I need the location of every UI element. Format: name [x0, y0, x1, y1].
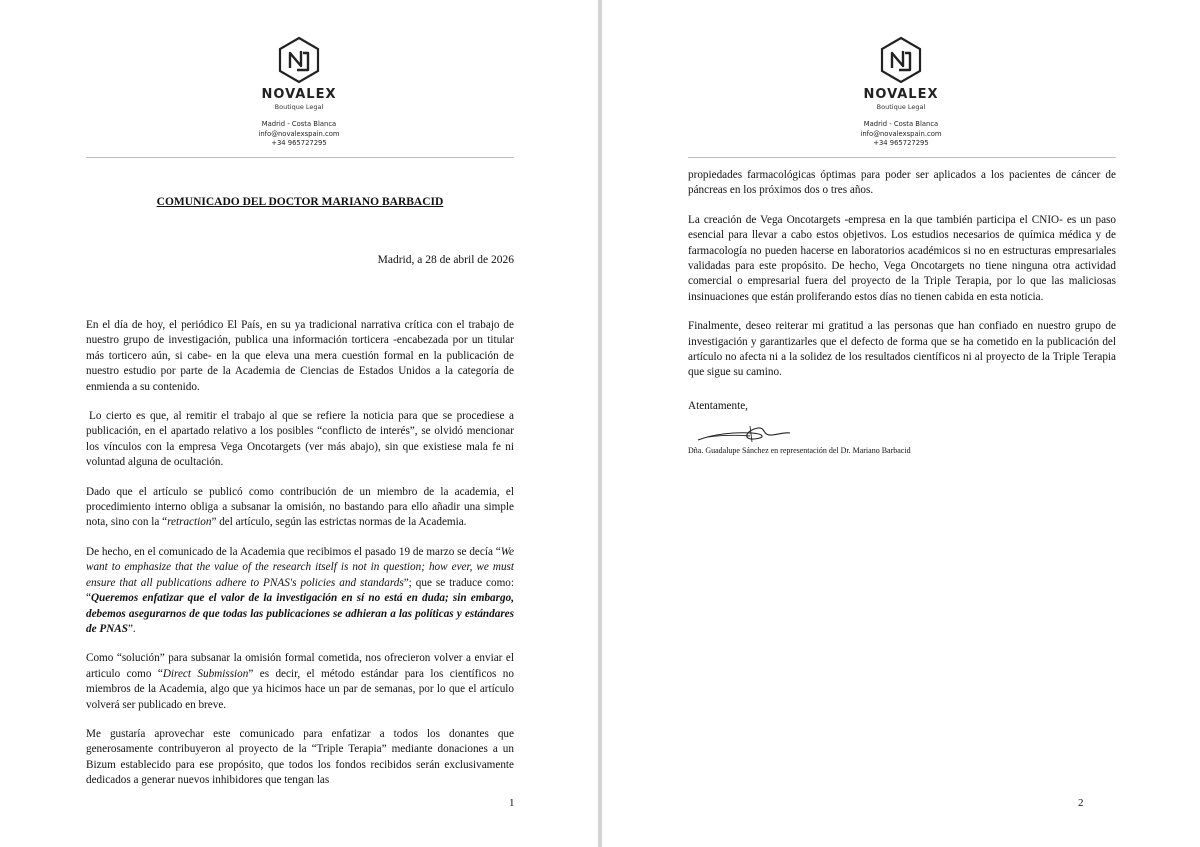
paragraph-1: En el día de hoy, el periódico El País, en su ya tradicional narrativa crítica con el trabajo de nuestro grupo de investigación, publica una información torticera -encabezada por un titular más torticero aún, si cabe- en la que eleva una mera cuestión formal en la publicación de nuestro estudio por parte de la Academia de Ciencias de Estados Unidos a la categoría de enmienda a su contenido. — [86, 319, 514, 393]
brand-tagline: Boutique Legal — [274, 103, 324, 111]
closing: Atentamente, — [688, 399, 748, 412]
novalex-logo-icon — [275, 36, 323, 84]
contact-location: Madrid - Costa Blanca — [863, 120, 939, 128]
letter-body-page-2 — [688, 168, 1116, 428]
contact-email: info@novalexspain.com — [258, 129, 340, 138]
paragraph-5: Como “solución” para subsanar la omisión formal cometida, nos ofrecieron volver a enviar el articulo como “Direct Submission” es decir, el método estándar para los científicos no miembros de la Academia, algo que ya hicimos hace un par de semanas, por lo que el artículo volverá ser publicado en breve. — [86, 652, 514, 711]
letterhead — [602, 36, 1200, 149]
brand-name: NOVALEX — [863, 87, 939, 102]
letter-page-2 — [602, 0, 1200, 847]
contact-phone: +34 965727295 — [271, 139, 327, 147]
contact-block — [0, 120, 598, 149]
letter-page-1 — [0, 0, 598, 847]
paragraph-2: La creación de Vega Oncotargets -empresa en la que también participa el CNIO- es un paso esencial para llevar a cabo estos objetivos. Los estudios necesarios de química médica y de farmacología no pueden hacerse en laboratorios académicos si no en estructuras empresariales validadas para este propósito. De hecho, Vega Oncotargets no tiene ninguna otra actividad comercial o empresarial fuera del proyecto de la Triple Terapia, por lo que las maliciosas insinuaciones que están proliferando estos días no tienen cabida en esta noticia. — [688, 213, 1116, 303]
paragraph-1: propiedades farmacológicas óptimas para poder ser aplicados a los pacientes de cáncer de páncreas en los próximos dos o tres años. — [688, 169, 1116, 197]
signature-caption: Dña. Guadalupe Sánchez en representación del Dr. Mariano Barbacid — [688, 446, 911, 455]
contact-phone: +34 965727295 — [873, 139, 929, 147]
paragraph-4: De hecho, en el comunicado de la Academia que recibimos el pasado 19 de marzo se decía “We want to emphasize that the value of the research itself is not in question; how ever, we must ensure that all publications adhere to PNAS's policies and standards”; que se traduce como: “Queremos enfatizar que el valor de la investigación en sí no está en duda; sin embargo, debemos asegurarnos de que todas las publicaciones se adhieran a las políticas y estándares de PNAS”. — [86, 545, 514, 635]
letter-body-page-1 — [86, 318, 514, 803]
header-divider — [86, 157, 514, 158]
brand-tagline: Boutique Legal — [876, 103, 926, 111]
contact-location: Madrid - Costa Blanca — [261, 120, 337, 128]
handwritten-signature — [694, 420, 794, 448]
brand-name: NOVALEX — [261, 87, 337, 102]
contact-block — [602, 120, 1200, 149]
paragraph-3: Finalmente, deseo reiterar mi gratitud a las personas que han confiado en nuestro grupo de investigación y garantizarles que el defecto de forma que se ha cometido en la publicación del artículo no afecta ni a la solidez de los resultados científicos ni al proyecto de la Triple Terapia que sigue su camino. — [688, 320, 1116, 379]
pnas-quote-english: We want to emphasize that the value of the research itself is not in question; how ever, we must ensure that all publications adhere to PNAS's policies and standards — [86, 545, 514, 589]
page-title: COMUNICADO DEL DOCTOR MARIANO BARBACID — [156, 196, 444, 208]
header-divider — [688, 157, 1116, 158]
letterhead — [0, 36, 598, 149]
contact-email: info@novalexspain.com — [860, 129, 942, 138]
letter-date: Madrid, a 28 de abril de 2026 — [377, 254, 514, 266]
novalex-logo-icon — [877, 36, 925, 84]
retraction-term: retraction — [167, 516, 212, 529]
pnas-quote-spanish: Queremos enfatizar que el valor de la investigación en sí no está en duda; sin embargo, debemos asegurarnos de que todas las publicaciones se adhieran a las políticas y estándares de PNAS — [86, 592, 514, 635]
page-number: 2 — [1078, 797, 1084, 809]
paragraph-6: Me gustaría aprovechar este comunicado para enfatizar a todos los donantes que generosamente contribuyeron al proyecto de la “Triple Terapia” mediante donaciones a un Bizum establecido para ese propósito, que todos los fondos recibidos serán exclusivamente dedicados a generar nuevos inhibidores que tengan las — [86, 727, 514, 787]
paragraph-3: Dado que el artículo se publicó como contribución de un miembro de la academia, el procedimiento interno obliga a subsanar la omisión, no bastando para ello añadir una simple nota, sino con la “retraction” del artículo, según las estrictas normas de la Academia. — [86, 485, 514, 529]
direct-submission-term: Direct Submission — [162, 667, 249, 680]
paragraph-2: Lo cierto es que, al remitir el trabajo al que se refiere la noticia para que se procediese a publicación, en el apartado relativo a los posibles “conflicto de interés”, se olvidó mencionar los vínculos con la empresa Vega Oncotargets (ver más abajo), sin que existiese mala fe ni voluntad alguna de ocultación. — [86, 410, 514, 469]
page-number: 1 — [509, 797, 515, 809]
